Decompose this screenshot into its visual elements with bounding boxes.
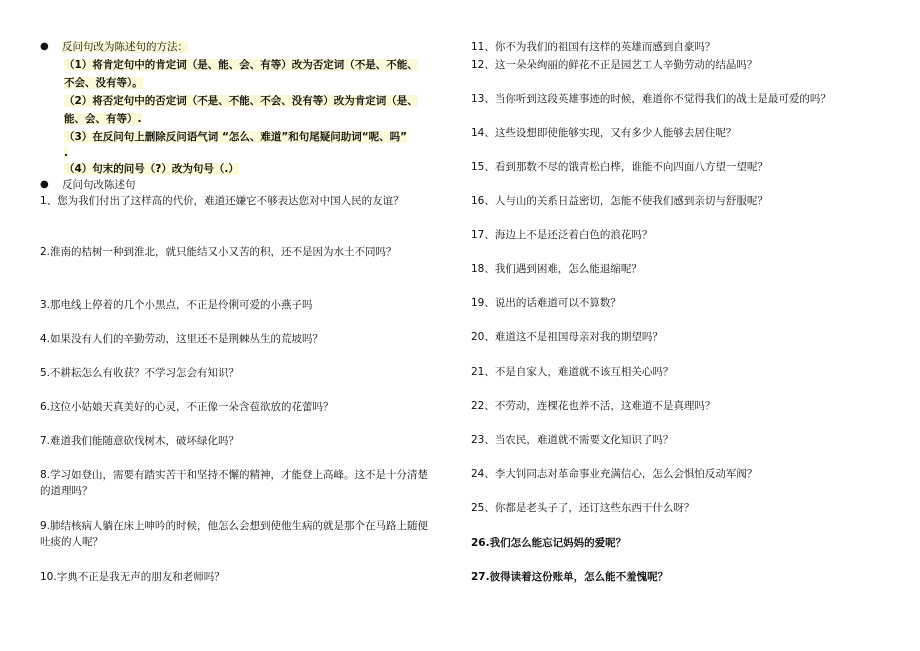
left-item-10: 10.字典不正是我无声的朋友和老师吗？ (40, 571, 225, 583)
right-item-11: 11、你不为我们的祖国有这样的英雄而感到自豪吗？ (471, 41, 716, 53)
left-item-7: 7.难道我们能随意砍伐树木，破坏绿化吗？ (40, 435, 240, 447)
right-item-21: 21、不是自家人，难道就不该互相关心吗？ (471, 366, 674, 378)
left-item-5: 5.不耕耘怎么有收获？不学习怎会有知识？ (40, 367, 240, 379)
method-rule-3a: （3）在反问句上删除反问语气词 “怎么、难道”和句尾疑问助词“呢、吗” (64, 131, 408, 143)
left-item-3: 3.那电线上停着的几个小黑点，不正是伶俐可爱的小燕子吗 (40, 299, 313, 311)
left-item-9: 9.肺结核病人躺在床上呻吟的时候，他怎么会想到使他生病的就是那个在马路上随便 吐痰的人呢？ (40, 520, 429, 548)
method-rule-1b: 不会、没有等）。 (64, 77, 143, 89)
right-item-15: 15、看到那数不尽的饿青松白桦，谁能不向四面八方望一望呢？ (471, 161, 768, 173)
method-rule-2b: 能、会、有等）. (64, 113, 142, 125)
left-item-1: 1、您为我们付出了这样高的代价，难道还嫌它不够表达您对中国人民的友谊？ (40, 195, 404, 207)
section-heading: 反问句改陈述句 (62, 179, 136, 191)
right-item-22: 22、不劳动，连棵花也养不活，这难道不是真理吗？ (471, 400, 716, 412)
right-item-18: 18、我们遇到困难，怎么能退缩呢？ (471, 263, 642, 275)
right-item-16: 16、人与山的关系日益密切，怎能不使我们感到亲切与舒服呢？ (471, 195, 768, 207)
right-item-24: 24、李大钊同志对革命事业充满信心，怎么会惧怕反动军阀？ (471, 468, 758, 480)
method-title-text: 反问句改为陈述句的方法： (62, 41, 188, 53)
right-item-26: 26.我们怎么能忘记妈妈的爱呢？ (471, 537, 627, 549)
method-rule-4: （4）句末的问号（?）改为句号（.） (64, 163, 239, 175)
left-item-8: 8.学习如登山，需要有踏实苦干和坚持不懈的精神，才能登上高峰。这不是十分清楚 的道理吗？ (40, 469, 429, 497)
left-item-6: 6.这位小姑娘天真美好的心灵，不正像一朵含苞欲放的花蕾吗？ (40, 401, 334, 413)
method-title (62, 39, 188, 55)
right-item-23: 23、当农民，难道就不需要文化知识了吗？ (471, 434, 674, 446)
left-item-4: 4.如果没有人们的辛勤劳动，这里还不是荆棘丛生的荒坡吗？ (40, 333, 324, 345)
method-rule-1a: （1）将肯定句中的肯定词（是、能、会、有等）改为否定词（不是、不能、 (64, 59, 418, 71)
method-rule-2a: （2）将否定句中的否定词（不是、不能、不会、没有等）改为肯定词（是、 (64, 95, 418, 107)
method-bullet: ● (40, 41, 49, 52)
method-rule-3b: . (64, 147, 68, 159)
right-item-25: 25、你都是老头子了，还订这些东西干什么呀？ (471, 502, 695, 514)
right-item-20: 20、难道这不是祖国母亲对我的期望吗？ (471, 331, 663, 343)
right-item-17: 17、海边上不是还泛着白色的浪花吗？ (471, 229, 653, 241)
right-item-13: 13、当你听到这段英雄事迹的时候，难道你不觉得我们的战士是最可爱的吗？ (471, 93, 831, 105)
heading-bullet: ● (40, 179, 49, 190)
right-item-27: 27.彼得读着这份账单，怎么能不羞愧呢？ (471, 571, 669, 583)
left-item-2: 2.淮南的桔树一种到淮北，就只能结又小又苦的积，还不是因为水土不同吗？ (40, 246, 397, 258)
right-item-14: 14、这些设想即使能够实现，又有多少人能够去居住呢？ (471, 127, 737, 139)
right-item-19: 19、说出的话难道可以不算数？ (471, 297, 621, 309)
right-item-12: 12、这一朵朵绚丽的鲜花不正是园艺工人辛勤劳动的结晶吗？ (471, 59, 758, 71)
